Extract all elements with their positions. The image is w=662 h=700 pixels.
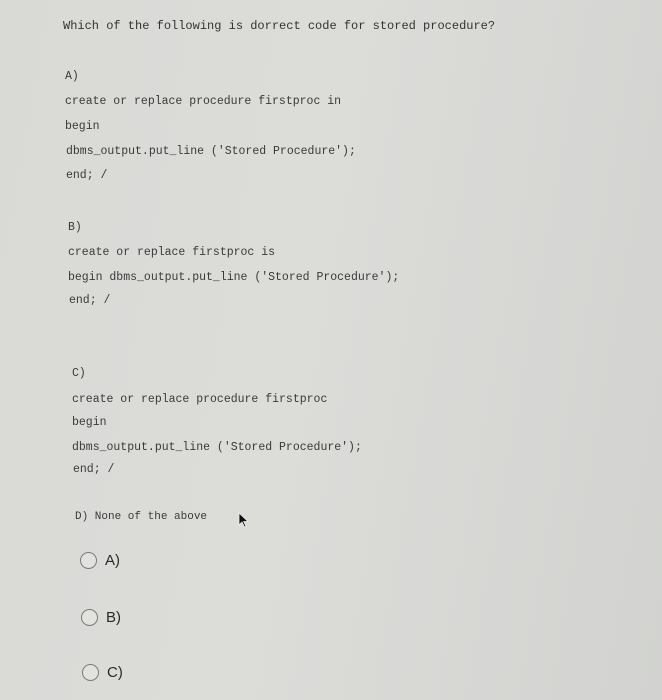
option-a-code-line: end; / xyxy=(66,169,108,182)
option-c-label: C) xyxy=(72,367,86,380)
answer-label: C) xyxy=(107,664,123,681)
option-a-label: A) xyxy=(65,70,79,83)
option-a-code-line: create or replace procedure firstproc in xyxy=(65,95,342,108)
mouse-cursor-icon xyxy=(238,512,250,528)
radio-circle-icon[interactable] xyxy=(80,552,97,569)
answer-label: B) xyxy=(106,609,121,626)
answer-label: A) xyxy=(105,552,120,569)
option-c-code-line: end; / xyxy=(73,463,115,476)
answer-radio-c[interactable] xyxy=(82,664,123,681)
option-b-label: B) xyxy=(68,221,82,234)
answer-radio-b[interactable] xyxy=(81,609,121,626)
option-b-code-line: end; / xyxy=(69,294,111,307)
answer-radio-a[interactable] xyxy=(80,552,120,569)
option-a-code-line: begin xyxy=(65,120,100,133)
option-a-code-line: dbms_output.put_line ('Stored Procedure'); xyxy=(66,145,356,158)
option-b-code-line: create or replace firstproc is xyxy=(68,246,276,259)
radio-circle-icon[interactable] xyxy=(81,609,98,626)
option-b-code-line: begin dbms_output.put_line ('Stored Procedure'); xyxy=(68,271,400,284)
option-c-code-line: begin xyxy=(72,416,107,429)
option-c-code-line: dbms_output.put_line ('Stored Procedure'); xyxy=(72,441,362,454)
radio-circle-icon[interactable] xyxy=(82,664,99,681)
option-d-label: D) None of the above xyxy=(75,511,208,523)
option-c-code-line: create or replace procedure firstproc xyxy=(72,393,328,406)
question-text: Which of the following is dorrect code for stored procedure? xyxy=(63,19,496,33)
